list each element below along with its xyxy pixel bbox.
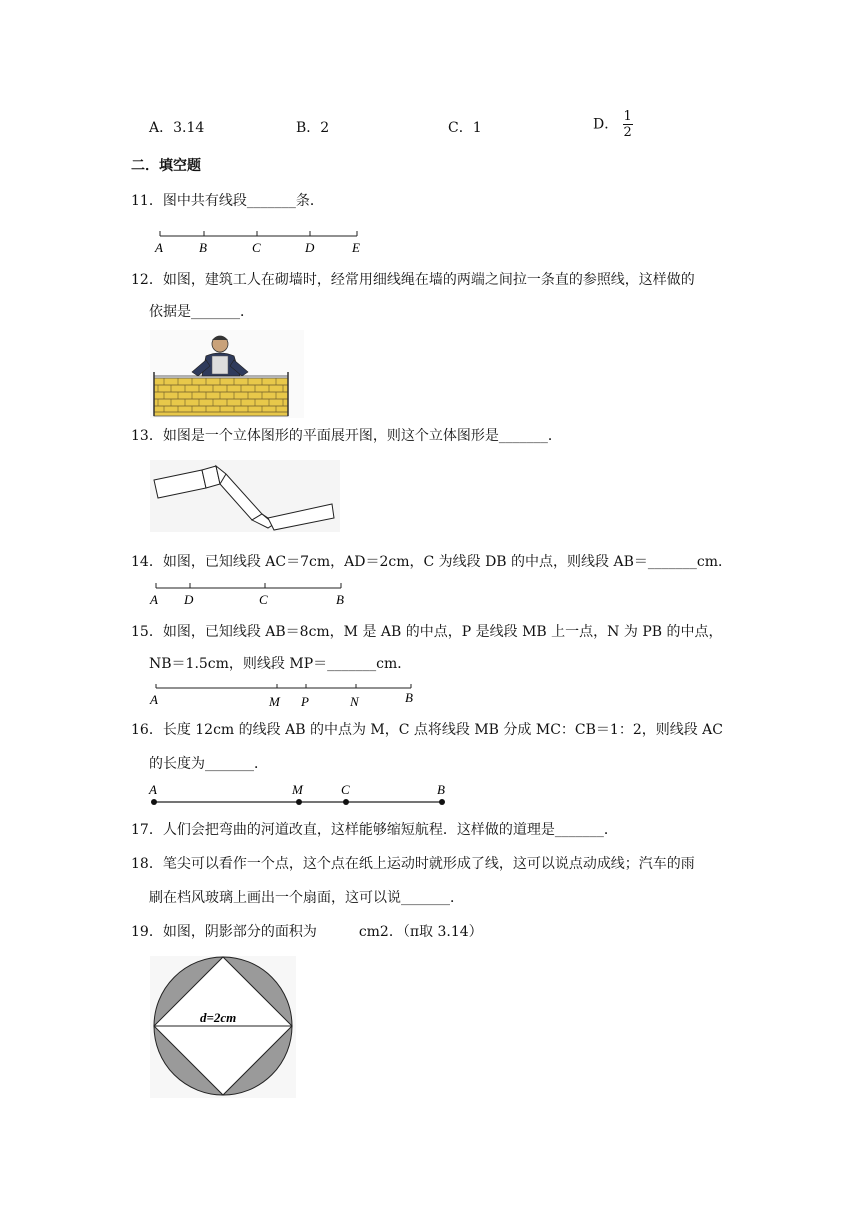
option-d-fraction <box>623 110 633 139</box>
q11-label: A <box>155 240 163 255</box>
option-d <box>593 110 633 139</box>
question-17: 17．人们会把弯曲的河道改直，这样能够缩短航程．这样做的道理是_______． <box>131 822 618 838</box>
question-18-line1: 18．笔尖可以看作一个点，这个点在纸上运动时就形成了线，这可以说点动成线；汽车的雨 <box>131 856 695 872</box>
option-d-prefix: D． <box>593 116 619 133</box>
question-16-line2: 的长度为_______． <box>149 756 268 772</box>
q14-label: C <box>259 592 268 607</box>
q11-label: D <box>305 240 315 255</box>
diameter-label: d=2cm <box>200 1010 237 1025</box>
q15-label: N <box>350 694 359 709</box>
question-12-line2: 依据是_______． <box>149 304 254 320</box>
q19-circle-figure <box>150 956 296 1098</box>
q11-label: E <box>352 240 360 255</box>
bricklayer-wall-image <box>150 330 304 418</box>
question-16-line1: 16．长度 12cm 的线段 AB 的中点为 M，C 点将线段 MB 分成 MC：CB＝1：2，则线段 AC <box>131 722 723 738</box>
q16-label: A <box>149 782 157 797</box>
section-title: 二．填空题 <box>131 158 201 174</box>
q16-label: B <box>437 782 445 797</box>
fraction-numerator: 1 <box>623 109 632 124</box>
q11-label: C <box>252 240 261 255</box>
q15-label: A <box>150 692 158 707</box>
q15-segment-figure <box>146 682 426 710</box>
q11-label: B <box>199 240 207 255</box>
option-a: A．3.14 <box>149 120 205 136</box>
q15-label: B <box>405 690 413 705</box>
q15-label: P <box>301 694 309 709</box>
q16-segment-figure <box>146 780 456 812</box>
question-15-line2: NB＝1.5cm，则线段 MP＝_______cm． <box>149 656 412 672</box>
q11-segment-figure <box>150 224 370 258</box>
fraction-denominator: 2 <box>623 125 632 140</box>
q14-segment-figure <box>146 580 356 608</box>
q14-label: B <box>336 592 344 607</box>
question-19: 19．如图，阴影部分的面积为 cm2．（π取 3.14） <box>131 924 483 940</box>
q16-label: M <box>292 782 303 797</box>
q14-label: A <box>150 592 158 607</box>
q14-label: D <box>184 592 194 607</box>
q13-net-figure <box>150 460 340 532</box>
question-13: 13．如图是一个立体图形的平面展开图，则这个立体图形是_______． <box>131 428 562 444</box>
question-11: 11．图中共有线段_______条． <box>131 193 324 209</box>
q16-label: C <box>341 782 350 797</box>
question-18-line2: 刷在档风玻璃上画出一个扇面，这可以说_______． <box>149 890 464 906</box>
question-14: 14．如图，已知线段 AC＝7cm，AD＝2cm，C 为线段 DB 的中点，则线段 AB＝_______cm． <box>131 554 733 570</box>
question-12-line1: 12．如图，建筑工人在砌墙时，经常用细线绳在墙的两端之间拉一条直的参照线，这样做的 <box>131 272 695 288</box>
option-b: B．2 <box>296 120 330 136</box>
q15-label: M <box>269 694 280 709</box>
option-c: C．1 <box>448 120 482 136</box>
question-15-line1: 15．如图，已知线段 AB＝8cm，M 是 AB 的中点，P 是线段 MB 上一点，N 为 PB 的中点， <box>131 624 723 640</box>
